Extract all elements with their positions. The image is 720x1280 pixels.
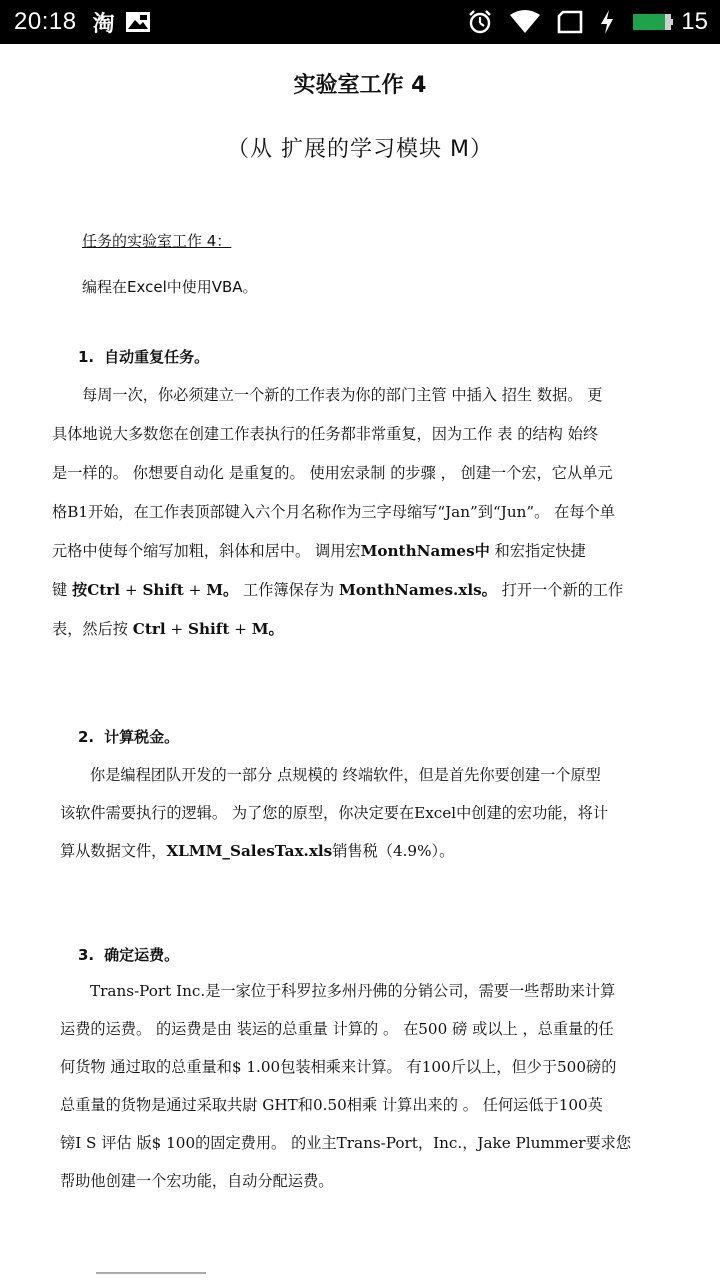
- task-description: 编程在Excel中使用VBA。: [82, 278, 258, 296]
- section-3-heading: [78, 944, 179, 965]
- text-run: 元格中使每个缩写加粗，斜体和居中。 调用宏: [52, 542, 361, 560]
- section-3-body: [60, 972, 631, 1200]
- section-title: 确定运费。: [104, 946, 180, 964]
- text-run: +: [183, 581, 207, 599]
- text-run: +: [229, 620, 252, 638]
- text-line: 总重量的货物是通过采取共尉 GHT和0.50相乘 计算出来的 。 任何运低于100英: [60, 1096, 603, 1114]
- document-view[interactable]: [0, 44, 720, 1280]
- shortcut-key: Shift: [142, 581, 184, 599]
- page-title: 实验室工作 4: [293, 73, 427, 98]
- text-run: 销售税（4.9%）。: [332, 842, 455, 860]
- text-line: 镑I S 评估 版$ 100的固定费用。 的业主Trans-Port，Inc.，Jake Plummer要求您: [60, 1134, 632, 1152]
- text-run: +: [120, 581, 143, 599]
- sim-icon: [557, 10, 583, 34]
- section-2-heading: [78, 726, 179, 747]
- taobao-icon: 淘: [92, 11, 115, 37]
- text-line: 何货物 通过取的总重量和$ 1.00包装相乘来计算。 有100斤以上，但少于500磅的: [60, 1058, 617, 1076]
- text-run: 打开一个新的工作: [496, 581, 624, 599]
- text-run: +: [165, 620, 189, 638]
- section-number: 3.: [78, 946, 95, 964]
- text-line: 该软件需要执行的逻辑。 为了您的原型，你决定要在Excel中创建的宏功能，将计: [60, 804, 609, 822]
- text-run: 工作簿保存为: [238, 581, 339, 599]
- text-line: [52, 571, 623, 610]
- status-bar: [0, 0, 720, 44]
- text-line: 帮助他创建一个宏功能，自动分配运费。: [60, 1172, 334, 1190]
- text-line: [60, 832, 608, 870]
- section-1-heading: [78, 346, 209, 367]
- file-name: MonthNames.xls。: [338, 581, 497, 599]
- section-title: 自动重复任务。: [104, 348, 210, 366]
- shortcut-key: Ctrl: [132, 620, 166, 638]
- section-number: 2.: [78, 728, 95, 746]
- shortcut-key: 按Ctrl: [72, 581, 121, 599]
- battery-level: 15: [681, 8, 708, 35]
- section-1-body: [52, 376, 623, 649]
- section-title: 计算税金。: [104, 728, 180, 746]
- shortcut-key: Shift: [188, 620, 230, 638]
- text-run: 算从数据文件，: [60, 842, 167, 860]
- text-run: 表，然后按: [52, 620, 133, 638]
- section-number: 1.: [78, 348, 95, 366]
- section-2-body: [60, 756, 608, 870]
- shortcut-key: M。: [206, 581, 239, 599]
- text-line: 运费的运费。 的运费是由 装运的总重量 计算的 。 在500 磅 或以上 ，总重量的任: [60, 1020, 614, 1038]
- text-line: 每周一次，你必须建立一个新的工作表为你的部门主管 中插入 招生 数据。 更: [82, 386, 603, 404]
- text-line: 格B1开始，在工作表顶部键入六个月名称作为三字母缩写“Jan”到“Jun”。 在每个单: [52, 503, 615, 521]
- text-line: 具体地说大多数您在创建工作表执行的任务都非常重复，因为工作 表 的结构 始终: [52, 425, 599, 443]
- text-line: [52, 532, 623, 571]
- task-heading: 任务的实验室工作 4：: [82, 232, 232, 250]
- cut-off-next-section: [96, 1272, 206, 1280]
- image-icon: [125, 11, 151, 33]
- text-line: [52, 610, 623, 649]
- page-subtitle: （从 扩展的学习模块 M）: [227, 137, 493, 162]
- text-line: 是一样的。 你想要自动化 是重复的。 使用宏录制 的步骤 ， 创建一个宏，它从单元: [52, 464, 613, 482]
- status-time: 20:18: [14, 8, 77, 35]
- text-run: 和宏指定快捷: [489, 542, 586, 560]
- charging-icon: [599, 9, 615, 35]
- battery-icon: [631, 11, 673, 33]
- text-line: Trans-Port Inc.是一家位于科罗拉多州丹佛的分销公司，需要一些帮助来计算: [90, 982, 616, 1000]
- shortcut-key: M。: [251, 620, 284, 638]
- text-run: 键: [52, 581, 73, 599]
- file-name: XLMM_SalesTax.xls: [166, 842, 333, 860]
- macro-name: MonthNames中: [360, 542, 490, 560]
- wifi-icon: [509, 10, 541, 34]
- alarm-icon: [467, 9, 493, 35]
- text-line: 你是编程团队开发的一部分 点规模的 终端软件，但是首先你要创建一个原型: [90, 766, 601, 784]
